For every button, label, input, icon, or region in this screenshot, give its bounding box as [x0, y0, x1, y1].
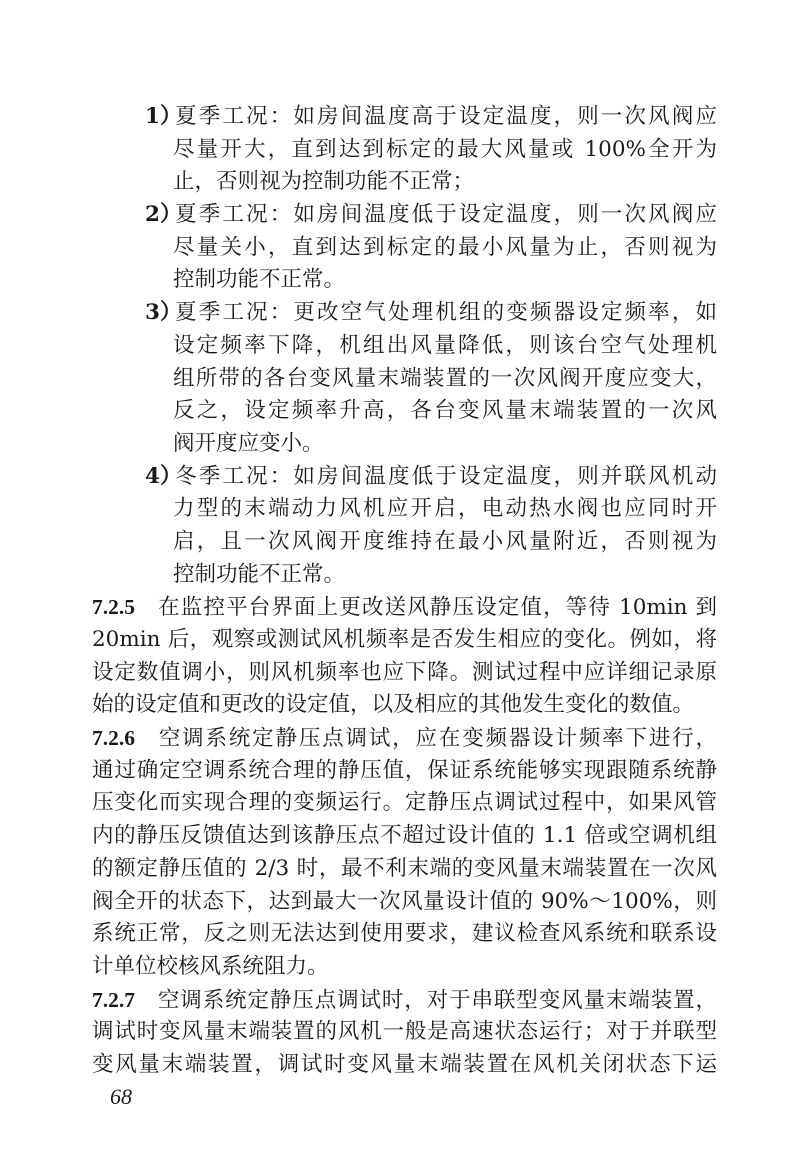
- line-text: 调试时变风量末端装置的风机一般是高速状态运行；对于并联型: [92, 1019, 717, 1045]
- clause-paragraph: [92, 984, 717, 1082]
- list-item-number: 1）: [145, 104, 182, 129]
- text-line: [92, 853, 717, 886]
- text-line: [173, 559, 717, 592]
- line-text: 启，且一次风阀开度维持在最小风量附近，否则视为: [173, 528, 717, 554]
- clause-number: 7.2.6: [92, 726, 135, 751]
- line-text: 系统正常，反之则无法达到使用要求，建议检查风系统和联系设: [92, 921, 717, 947]
- line-text: 始的设定值和更改的设定值，以及相应的其他发生变化的数值。: [92, 692, 695, 718]
- line-text: 变风量末端装置，调试时变风量末端装置在风机关闭状态下运: [92, 1051, 717, 1077]
- line-text: 阀全开的状态下，达到最大一次风量设计值的 90%～100%，则: [92, 888, 717, 914]
- line-text: 夏季工况：更改空气处理机组的变频器设定频率，如: [173, 300, 717, 326]
- line-text: 夏季工况：如房间温度高于设定温度，则一次风阀应: [173, 104, 717, 129]
- text-line: [145, 461, 717, 494]
- clause-number: 7.2.5: [92, 595, 135, 620]
- text-line: [173, 264, 717, 297]
- text-line: [173, 232, 717, 265]
- text-line: [173, 395, 717, 428]
- text-line: [92, 722, 717, 755]
- line-text: 反之，设定频率升高，各台变风量末端装置的一次风: [173, 398, 717, 424]
- text-line: [145, 199, 717, 232]
- line-text: 20min 后，观察或测试风机频率是否发生相应的变化。例如，将: [92, 627, 717, 652]
- line-text: 在监控平台界面上更改送风静压设定值，等待 10min 到: [157, 595, 717, 621]
- text-line: [173, 428, 717, 461]
- text-line: [92, 1049, 717, 1082]
- text-line: [92, 624, 717, 657]
- line-text: 冬季工况：如房间温度低于设定温度，则并联风机动: [173, 463, 717, 489]
- text-line: [173, 363, 717, 396]
- clause-paragraph: [92, 722, 717, 984]
- line-text: 夏季工况：如房间温度低于设定温度，则一次风阀应: [173, 202, 717, 228]
- line-text: 尽量开大，直到达到标定的最大风量或 100%全开为: [173, 136, 717, 162]
- list-item-number: 2）: [145, 202, 182, 228]
- text-line: [92, 886, 717, 919]
- text-line: [92, 951, 717, 984]
- text-line: [145, 297, 717, 330]
- text-line: [173, 134, 717, 167]
- list-item: [92, 101, 717, 199]
- text-line: [92, 918, 717, 951]
- text-line: [92, 787, 717, 820]
- text-line: [92, 820, 717, 853]
- line-text: 设定数值调小，则风机频率也应下降。测试过程中应详细记录原: [92, 659, 717, 685]
- clause-number: 7.2.7: [92, 987, 135, 1012]
- line-text: 设定频率下降，机组出风量降低，则该台空气处理机: [173, 332, 717, 358]
- line-text: 力型的末端动力风机应开启，电动热水阀也应同时开: [173, 496, 717, 522]
- line-text: 压变化而实现合理的变频运行。定静压点调试过程中，如果风管: [92, 790, 717, 816]
- line-text: 计单位校核风系统阻力。: [92, 953, 329, 979]
- line-text: 控制功能不正常。: [173, 267, 346, 293]
- text-line: [173, 330, 717, 363]
- line-text: 尽量关小，直到达到标定的最小风量为止，否则视为: [173, 234, 717, 260]
- line-text: 内的静压反馈值达到该静压点不超过设计值的 1.1 倍或空调机组: [92, 823, 717, 849]
- text-line: [173, 166, 717, 199]
- text-line: [92, 1016, 717, 1049]
- line-text: 空调系统定静压点调试时，对于串联型变风量末端装置，: [157, 987, 717, 1013]
- text-line: [92, 657, 717, 690]
- text-line: [92, 984, 717, 1017]
- text-line: [92, 755, 717, 788]
- page-number: 68: [110, 1084, 132, 1109]
- list-item-number: 4）: [145, 463, 182, 489]
- line-text: 阀开度应变小。: [173, 430, 324, 456]
- text-line: [92, 689, 717, 722]
- list-item: [92, 199, 717, 297]
- line-text: 止，否则视为控制功能不正常；: [173, 169, 475, 195]
- text-line: [173, 526, 717, 559]
- line-text: 通过确定空调系统合理的静压值，保证系统能够实现跟随系统静: [92, 757, 717, 783]
- line-text: 的额定静压值的 2/3 时，最不利末端的变风量末端装置在一次风: [92, 855, 717, 881]
- list-item: [92, 461, 717, 592]
- clause-paragraph: [92, 591, 717, 722]
- text-line: [92, 591, 717, 624]
- line-text: 控制功能不正常。: [173, 561, 346, 587]
- line-text: 空调系统定静压点调试，应在变频器设计频率下进行，: [157, 726, 717, 752]
- page-body: [92, 101, 717, 1082]
- text-line: [145, 101, 717, 134]
- line-text: 组所带的各台变风量末端装置的一次风阀开度应变大，: [173, 365, 717, 391]
- text-line: [173, 493, 717, 526]
- list-item-number: 3）: [145, 300, 182, 326]
- list-item: [92, 297, 717, 460]
